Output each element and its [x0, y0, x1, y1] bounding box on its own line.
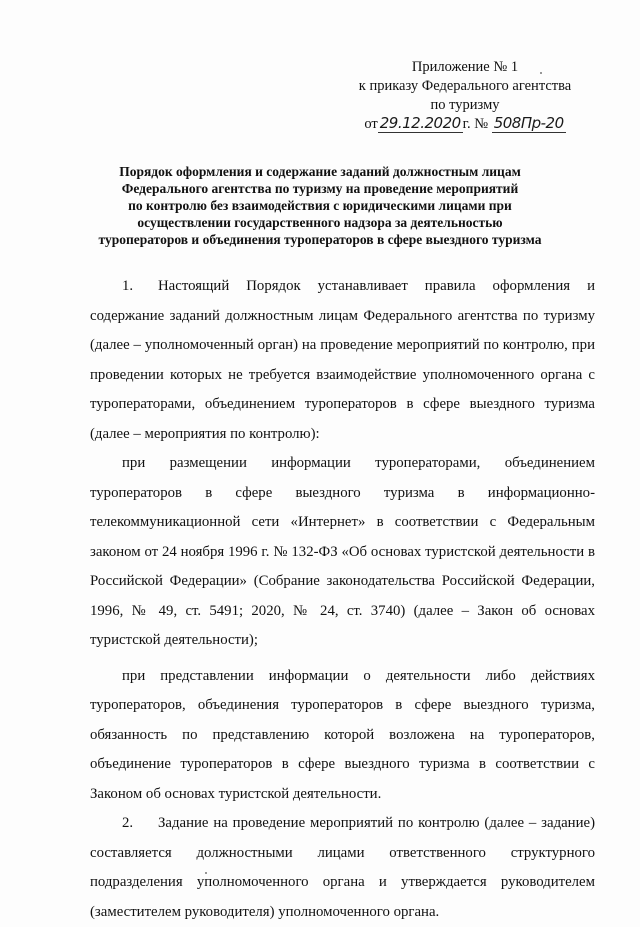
appendix-order-ref: к приказу Федерального агентства	[358, 78, 572, 94]
scan-speck	[540, 72, 542, 74]
document-body	[90, 272, 595, 927]
scan-speck	[205, 872, 207, 874]
title-line: осуществлении государственного надзора за деятельностью	[137, 215, 503, 230]
handwritten-order-number: 508Пр-20	[493, 114, 564, 132]
paragraph-number: 1.	[122, 278, 134, 294]
title-line: Федерального агентства по туризму на проведение мероприятий	[121, 181, 519, 196]
paragraph-text: Настоящий Порядок устанавливает правила оформления и содержание заданий должностным лицам Федерального агентства по туризму (далее – уполномоченный орган) на проведение мероприятий по контролю, при проведении которых не требуется взаимодействие уполномоченного органа с туроператорами, объединением туроператоров в сфере выездного туризма (далее – мероприятия по контролю):	[90, 278, 595, 442]
handwritten-date: 29.12.2020	[379, 114, 461, 132]
appendix-date-line	[320, 115, 610, 134]
paragraph-1	[90, 272, 595, 449]
title-line: по контролю без взаимодействия с юридическими лицами при	[128, 198, 512, 213]
date-prefix: от	[364, 116, 378, 132]
paragraph-number: 2.	[122, 815, 134, 831]
title-line: Порядок оформления и содержание заданий должностным лицам	[119, 164, 521, 179]
paragraph-3: при представлении информации о деятельности либо действиях туроператоров, объединения туроператоров в сфере выездного туризма, обязанность по представлению которой возложена на туроператоров, объединение туроператоров в сфере выездного туризма в соответствии с Законом об основах туристской деятельности.	[90, 667, 595, 802]
date-suffix: г. №	[462, 116, 489, 132]
appendix-header	[320, 58, 610, 134]
appendix-number: Приложение № 1	[411, 59, 519, 75]
paragraph-text: Задание на проведение мероприятий по контролю (далее – задание) составляется должностными лицами ответственного структурного подразделения уполномоченного органа и утверждается руководителем (заместителем руководителя) уполномоченного органа.	[90, 815, 595, 920]
appendix-agency: по туризму	[430, 97, 500, 113]
title-line: туроператоров и объединения туроператоров в сфере выездного туризма	[98, 232, 542, 247]
document-title	[95, 163, 545, 248]
paragraph-2: при размещении информации туроператорами, объединением туроператоров в сфере выездного туризма в информационно-телекоммуникационной сети «Интернет» в соответствии с Федеральным законом от 24 ноября 1996 г. № 132-ФЗ «Об основах туристской деятельности в Российской Федерации» (Собрание законодательства Российской Федерации, 1996, № 49, ст. 5491; 2020, № 24, ст. 3740) (далее – Закон об основах туристской деятельности);	[90, 455, 595, 648]
paragraph-4	[90, 809, 595, 927]
